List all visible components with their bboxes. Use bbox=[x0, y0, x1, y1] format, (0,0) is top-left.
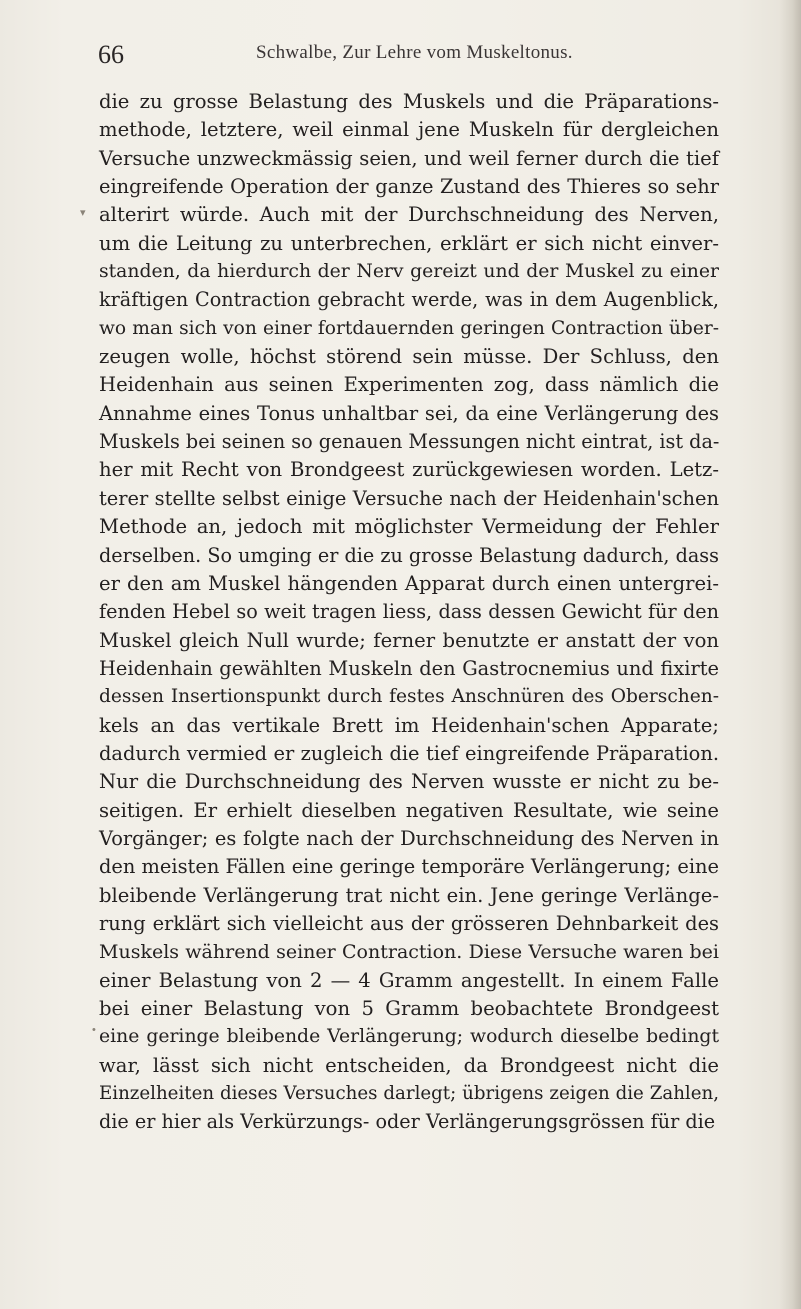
text-line: Muskels während seiner Contraction. Diese Versuche waren bei bbox=[99, 941, 719, 964]
text-line: um die Leitung zu unterbrechen, erklärt er sich nicht einver- bbox=[99, 231, 719, 255]
text-line: Heidenhain aus seinen Experimenten zog, dass nämlich die bbox=[99, 373, 719, 397]
body-text bbox=[99, 88, 719, 1137]
text-line: her mit Recht von Brondgeest zurückgewiesen worden. Letz- bbox=[99, 458, 719, 482]
page-number: 66 bbox=[98, 40, 124, 69]
text-line: Muskel gleich Null wurde; ferner benutzte er anstatt der von bbox=[99, 628, 719, 652]
text-line: methode, letztere, weil einmal jene Muskeln für dergleichen bbox=[99, 118, 719, 142]
text-line: fenden Hebel so weit tragen liess, dass dessen Gewicht für den bbox=[99, 600, 719, 624]
text-line: eine geringe bleibende Verlängerung; wodurch dieselbe bedingt bbox=[99, 1026, 719, 1048]
text-line: die zu grosse Belastung des Muskels und die Präparations- bbox=[99, 90, 719, 113]
margin-speck: ▾ bbox=[80, 207, 86, 219]
text-line: seitigen. Er erhielt dieselben negativen Resultate, wie seine bbox=[99, 798, 719, 822]
text-line: dessen Insertionspunkt durch festes Anschnüren des Oberschen- bbox=[99, 686, 719, 708]
text-line: zeugen wolle, höchst störend sein müsse. Der Schluss, den bbox=[99, 345, 719, 369]
text-line: kräftigen Contraction gebracht werde, was in dem Augenblick, bbox=[99, 288, 719, 312]
text-line: den meisten Fällen eine geringe temporäre Verlängerung; eine bbox=[99, 855, 719, 879]
text-line: bleibende Verlängerung trat nicht ein. Jene geringe Verlänge- bbox=[99, 883, 719, 907]
text-line: Einzelheiten dieses Versuches darlegt; übrigens zeigen die Zahlen, bbox=[99, 1083, 719, 1105]
text-line: alterirt würde. Auch mit der Durchschneidung des Nerven, bbox=[99, 203, 719, 227]
text-line: rung erklärt sich vielleicht aus der grösseren Dehnbarkeit des bbox=[99, 911, 719, 935]
text-line: war, lässt sich nicht entscheiden, da Brondgeest nicht die bbox=[99, 1053, 719, 1077]
page-header bbox=[98, 34, 738, 74]
text-line: terer stellte selbst einige Versuche nach der Heidenhain'schen bbox=[99, 486, 719, 510]
text-line: wo man sich von einer fortdauernden geringen Contraction über- bbox=[99, 317, 719, 339]
text-line: standen, da hierdurch der Nerv gereizt und der Muskel zu einer bbox=[99, 261, 719, 283]
text-line: dadurch vermied er zugleich die tief eingreifende Präparation. bbox=[99, 741, 719, 765]
text-line: Vorgänger; es folgte nach der Durchschneidung des Nerven in bbox=[99, 826, 719, 850]
running-title: Schwalbe, Zur Lehre vom Muskeltonus. bbox=[256, 42, 573, 63]
text-line: Muskels bei seinen so genauen Messungen nicht eintrat, ist da- bbox=[99, 430, 720, 454]
text-line: Versuche unzweckmässig seien, und weil ferner durch die tief bbox=[99, 146, 719, 170]
text-line: er den am Muskel hängenden Apparat durch einen untergrei- bbox=[99, 571, 719, 595]
margin-speck: • bbox=[92, 1024, 96, 1036]
text-line: Heidenhain gewählten Muskeln den Gastrocnemius und fixirte bbox=[99, 656, 719, 680]
page-edge-shadow bbox=[779, 0, 801, 1309]
text-line: eingreifende Operation der ganze Zustand des Thieres so sehr bbox=[99, 175, 719, 199]
text-line: Annahme eines Tonus unhaltbar sei, da eine Verlängerung des bbox=[99, 401, 719, 425]
text-line: einer Belastung von 2 — 4 Gramm angestellt. In einem Falle bbox=[99, 968, 719, 992]
text-line: derselben. So umging er die zu grosse Belastung dadurch, dass bbox=[99, 543, 720, 567]
text-line: die er hier als Verkürzungs- oder Verlängerungsgrössen für die bbox=[99, 1110, 716, 1134]
text-line: bei einer Belastung von 5 Gramm beobachtete Brondgeest bbox=[99, 997, 719, 1020]
text-line: Nur die Durchschneidung des Nerven wusste er nicht zu be- bbox=[99, 770, 719, 794]
text-line: kels an das vertikale Brett im Heidenhain'schen Apparate; bbox=[99, 713, 719, 737]
text-line: Methode an, jedoch mit möglichster Vermeidung der Fehler bbox=[99, 515, 719, 539]
